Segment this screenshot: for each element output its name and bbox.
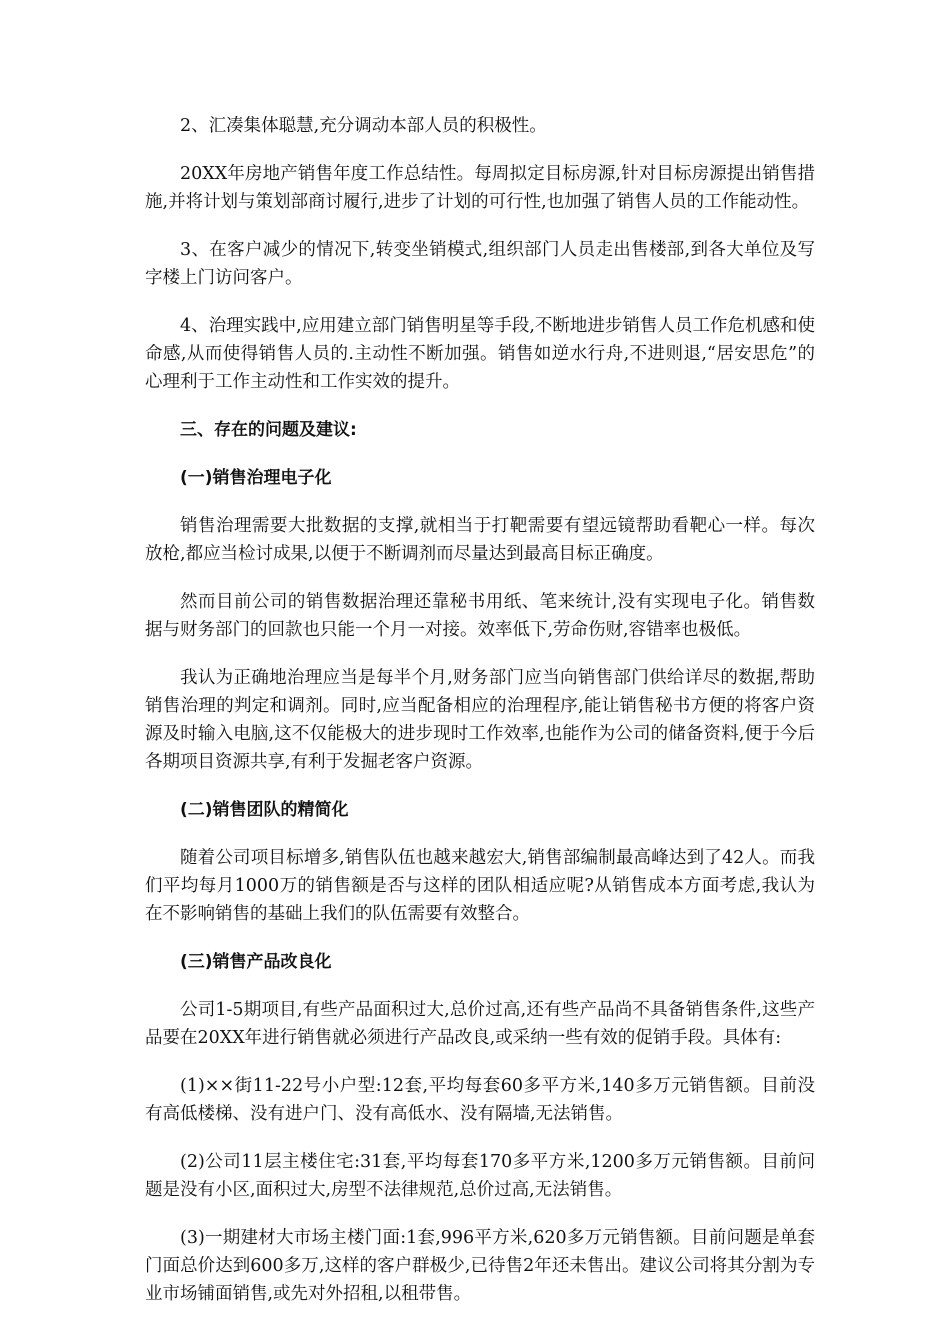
document-body [145,112,815,1328]
paragraph: 4、治理实践中,应用建立部门销售明星等手段,不断地进步销售人员工作危机感和使命感,从而使得销售人员的.主动性不断加强。销售如逆水行舟,不进则退,“居安思危”的心理利于工作主动性和工作实效的提升。 [145,316,815,392]
paragraph: (2)公司11层主楼住宅:31套,平均每套170多平方米,1200多万元销售额。目前问题是没有小区,面积过大,房型不法律规范,总价过高,无法销售。 [145,1152,815,1200]
paragraph: (1)××街11-22号小户型:12套,平均每套60多平方米,140多万元销售额。目前没有高低楼梯、没有进户门、没有高低水、没有隔墙,无法销售。 [145,1076,815,1124]
paragraph: 公司1-5期项目,有些产品面积过大,总价过高,还有些产品尚不具备销售条件,这些产品要在20XX年进行销售就必须进行产品改良,或采纳一些有效的促销手段。具体有: [145,1000,815,1048]
paragraph: 我认为正确地治理应当是每半个月,财务部门应当向销售部门供给详尽的数据,帮助销售治理的判定和调剂。同时,应当配备相应的治理程序,能让销售秘书方便的将客户资源及时输入电脑,这不仅能极大的进步现时工作效率,也能作为公司的储备资料,便于今后各期项目资源共享,有利于发掘老客户资源。 [145,668,815,772]
paragraph: 销售治理需要大批数据的支撑,就相当于打靶需要有望远镜帮助看靶心一样。每次放枪,都应当检讨成果,以便于不断调剂而尽量达到最高目标正确度。 [145,516,815,564]
subsection-heading: (三)销售产品改良化 [180,952,332,972]
paragraph: 随着公司项目标增多,销售队伍也越来越宏大,销售部编制最高峰达到了42人。而我们平均每月1000万的销售额是否与这样的团队相适应呢?从销售成本方面考虑,我认为在不影响销售的基础上我们的队伍需要有效整合。 [145,848,815,924]
paragraph: 然而目前公司的销售数据治理还靠秘书用纸、笔来统计,没有实现电子化。销售数据与财务部门的回款也只能一个月一对接。效率低下,劳命伤财,容错率也极低。 [145,592,815,640]
section-heading: 三、存在的问题及建议: [180,420,357,440]
paragraph: 3、在客户减少的情况下,转变坐销模式,组织部门人员走出售楼部,到各大单位及写字楼上门访问客户。 [145,240,815,288]
paragraph: 2、汇凑集体聪慧,充分调动本部人员的积极性。 [180,116,547,136]
subsection-heading: (二)销售团队的精简化 [180,800,349,820]
paragraph: (3)一期建材大市场主楼门面:1套,996平方米,620多万元销售额。目前问题是单套门面总价达到600多万,这样的客户群极少,已待售2年还未售出。建议公司将其分割为专业市场铺面销售,或先对外招租,以租带售。 [145,1228,815,1304]
paragraph: 20XX年房地产销售年度工作总结性。每周拟定目标房源,针对目标房源提出销售措施,并将计划与策划部商讨履行,进步了计划的可行性,也加强了销售人员的工作能动性。 [145,164,815,212]
subsection-heading: (一)销售治理电子化 [180,468,332,488]
